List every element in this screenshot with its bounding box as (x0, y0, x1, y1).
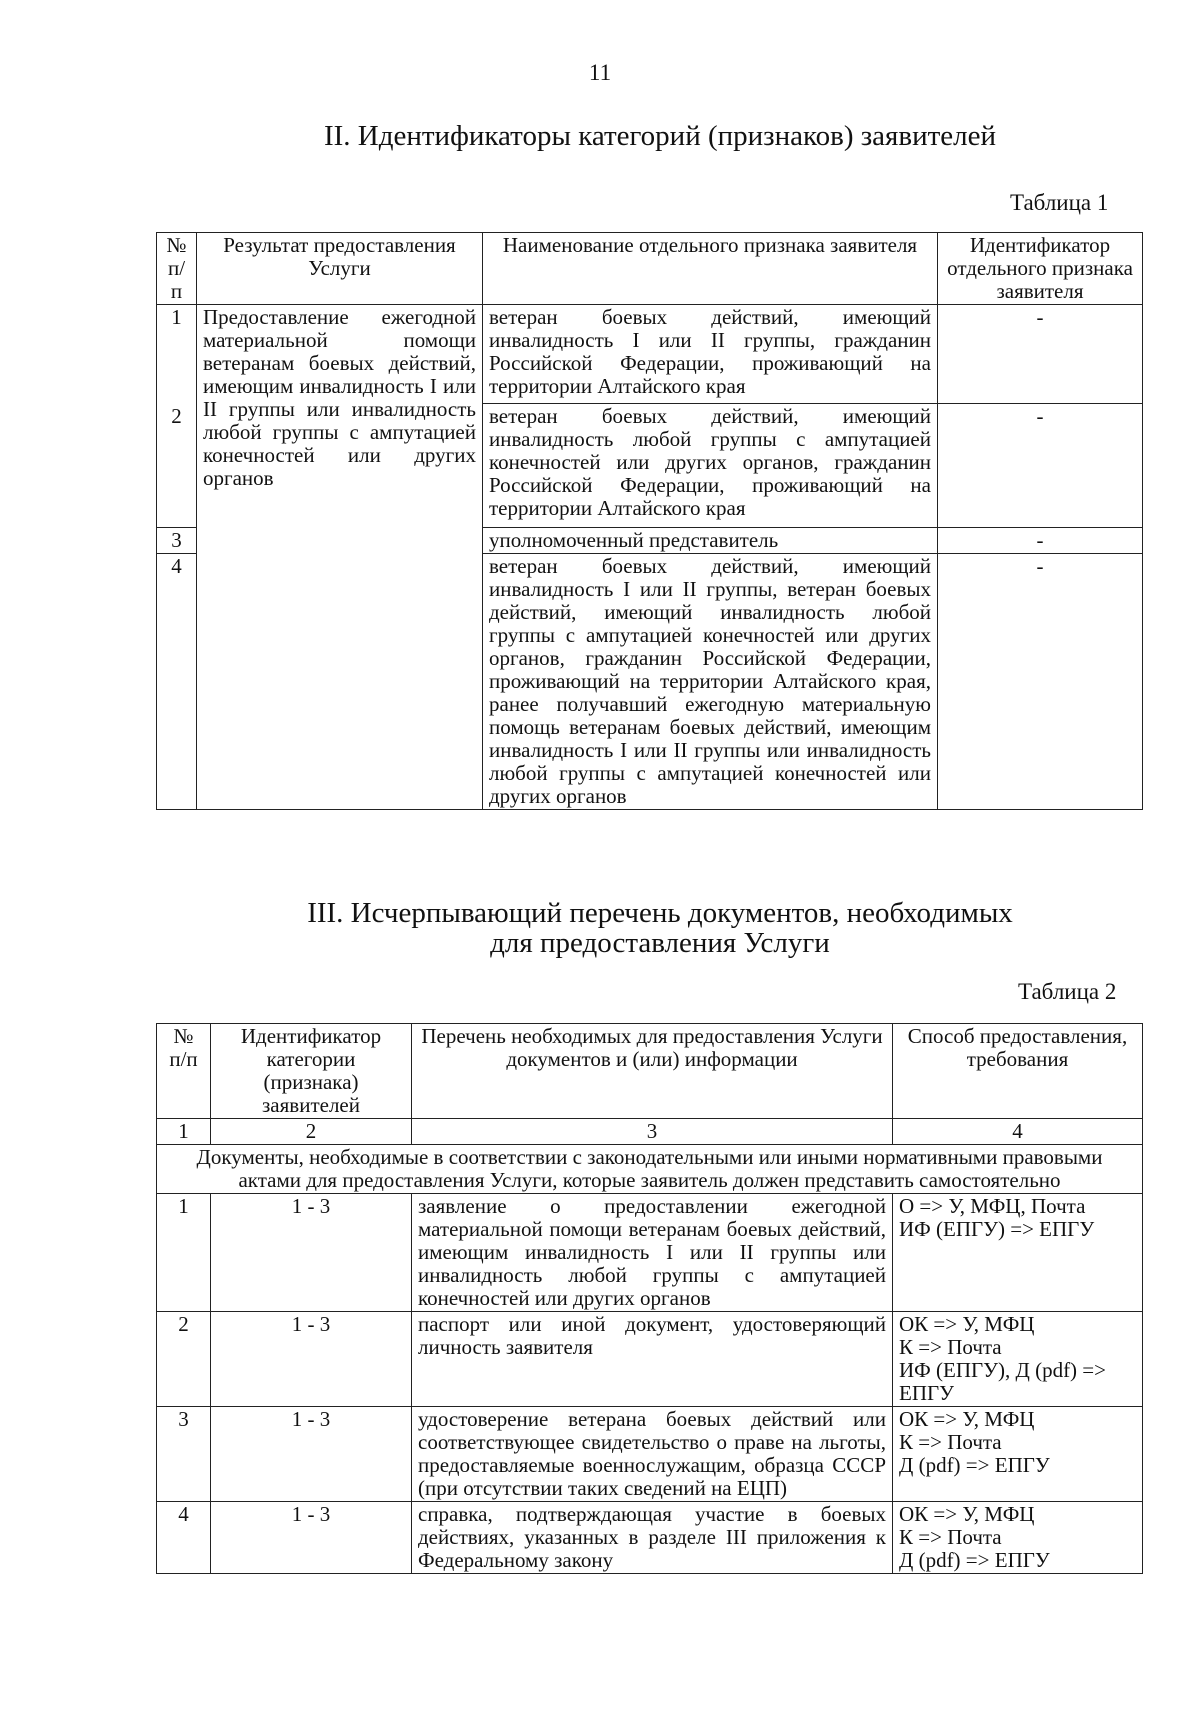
document-description: паспорт или иной документ, удостоверяющий личность заявителя (412, 1312, 893, 1407)
table-row (157, 1194, 1143, 1312)
applicant-attribute: ветеран боевых действий, имеющий инвалидность I или II группы, гражданин Российской Федерации, проживающий на территории Алтайского края (483, 305, 938, 404)
method-line: Д (pdf) => ЕПГУ (899, 1548, 1050, 1572)
t1-header-id: Идентификатор отдельного признака заявителя (938, 233, 1143, 305)
method-line: ИФ (ЕПГУ) => ЕПГУ (899, 1217, 1095, 1241)
row-number: 3 (157, 1407, 211, 1502)
category-id: 1 - 3 (211, 1502, 412, 1574)
category-id: 1 - 3 (211, 1407, 412, 1502)
row-number: 4 (157, 1502, 211, 1574)
t2-header-documents: Перечень необходимых для предоставления Услуги документов и (или) информации (412, 1024, 893, 1119)
table-2-header-row (157, 1024, 1143, 1119)
column-number: 1 (157, 1119, 211, 1145)
table-row (157, 1312, 1143, 1407)
t1-header-name: Наименование отдельного признака заявителя (483, 233, 938, 305)
t2-header-category: Идентификатор категории (признака) заявителей (211, 1024, 412, 1119)
row-number: 4 (157, 554, 197, 810)
method-line: О => У, МФЦ, Почта (899, 1194, 1086, 1218)
attribute-identifier: - (938, 554, 1143, 810)
method-line: ИФ (ЕПГУ), Д (pdf) => ЕПГУ (899, 1358, 1106, 1405)
method-line: ОК => У, МФЦ (899, 1407, 1035, 1431)
column-number: 3 (412, 1119, 893, 1145)
table-2 (156, 1023, 1143, 1574)
applicant-attribute: уполномоченный представитель (483, 528, 938, 554)
applicant-attribute: ветеран боевых действий, имеющий инвалидность I или II группы, ветеран боевых действий, имеющий инвалидность любой группы с ампутацией конечностей или других органов, гражданин Российской Федерации, проживающий на территории Алтайского края, ранее получавший ежегодную материальную помощь ветеранам боевых действий, имеющим инвалидность I или II группы или инвалидность любой группы с ампутацией конечностей или других органов (483, 554, 938, 810)
submission-method (893, 1502, 1143, 1574)
section-2-title: II. Идентификаторы категорий (признаков) заявителей (323, 120, 997, 152)
row-number: 2 (157, 1312, 211, 1407)
document-description: справка, подтверждающая участие в боевых действиях, указанных в разделе III приложения к Федеральному закону (412, 1502, 893, 1574)
row-number: 2 (157, 404, 197, 528)
group-header-row (157, 1145, 1143, 1194)
section-3-title-line-1: III. Исчерпывающий перечень документов, необходимых (307, 897, 1013, 929)
t1-header-result: Результат предоставления Услуги (197, 233, 483, 305)
page-number: 11 (588, 60, 612, 85)
table-row (157, 1407, 1143, 1502)
column-number: 2 (211, 1119, 412, 1145)
row-number: 1 (157, 305, 197, 404)
applicant-attribute: ветеран боевых действий, имеющий инвалидность любой группы с ампутацией конечностей или других органов, гражданин Российской Федерации, проживающий на территории Алтайского края (483, 404, 938, 528)
category-id: 1 - 3 (211, 1312, 412, 1407)
t2-header-num: № п/п (157, 1024, 211, 1119)
column-number: 4 (893, 1119, 1143, 1145)
attribute-identifier: - (938, 528, 1143, 554)
table-1 (156, 232, 1143, 810)
table-1-header-row (157, 233, 1143, 305)
t1-header-num: № п/п (157, 233, 197, 305)
group-header: Документы, необходимые в соответствии с законодательными или иными нормативными правовыми актами для предоставления Услуги, которые заявитель должен представить самостоятельно (157, 1145, 1143, 1194)
attribute-identifier: - (938, 305, 1143, 404)
method-line: К => Почта (899, 1525, 1002, 1549)
t2-header-method: Способ предоставления, требования (893, 1024, 1143, 1119)
method-line: ОК => У, МФЦ (899, 1502, 1035, 1526)
table-2-column-numbers-row (157, 1119, 1143, 1145)
method-line: Д (pdf) => ЕПГУ (899, 1453, 1050, 1477)
table-2-caption: Таблица 2 (1018, 979, 1117, 1004)
category-id: 1 - 3 (211, 1194, 412, 1312)
attribute-identifier: - (938, 404, 1143, 528)
method-line: ОК => У, МФЦ (899, 1312, 1035, 1336)
result-cell: Предоставление ежегодной материальной помощи ветеранам боевых действий, имеющим инвалидность I или II группы или инвалидность любой группы с ампутацией конечностей или других органов (197, 305, 483, 810)
submission-method (893, 1312, 1143, 1407)
table-row (157, 1502, 1143, 1574)
method-line: К => Почта (899, 1335, 1002, 1359)
document-description: удостоверение ветерана боевых действий или соответствующее свидетельство о праве на льготы, предоставляемые военнослужащим, образца СССР (при отсутствии таких сведений на ЕЦП) (412, 1407, 893, 1502)
submission-method (893, 1407, 1143, 1502)
row-number: 3 (157, 528, 197, 554)
document-description: заявление о предоставлении ежегодной материальной помощи ветеранам боевых действий, имеющим инвалидность I или II группы или инвалидность любой группы с ампутацией конечностей или других органов (412, 1194, 893, 1312)
submission-method (893, 1194, 1143, 1312)
table-row (157, 305, 1143, 404)
section-3-title (150, 898, 1170, 958)
table-1-caption: Таблица 1 (1010, 190, 1109, 215)
method-line: К => Почта (899, 1430, 1002, 1454)
row-number: 1 (157, 1194, 211, 1312)
section-3-title-line-2: для предоставления Услуги (490, 927, 830, 959)
